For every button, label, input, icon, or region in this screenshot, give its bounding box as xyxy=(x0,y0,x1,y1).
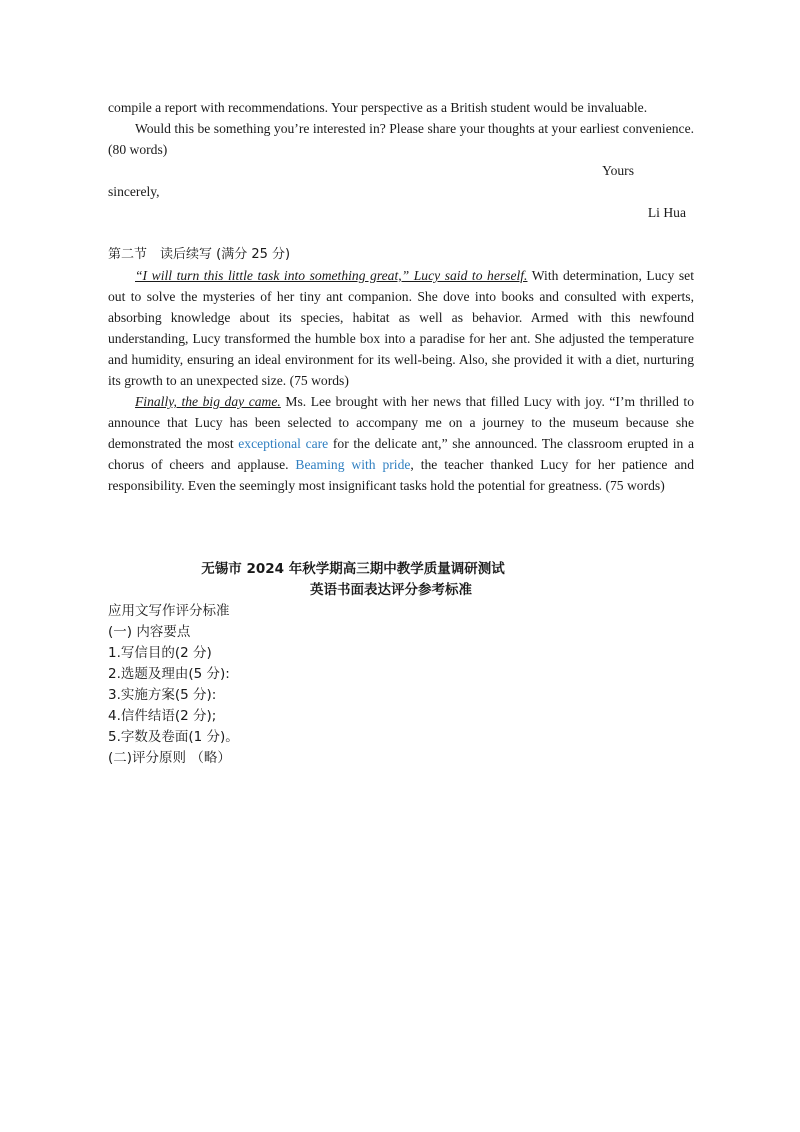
scoring-principles: (二)评分原则 （略） xyxy=(108,750,231,766)
first-sentence: “I will turn this little task into something great,” Lucy said to herself. xyxy=(135,268,528,283)
section-heading: 第二节 读后续写 (满分 25 分) xyxy=(108,247,291,262)
letter-paragraph: compile a report with recommendations. Your perspective as a British student would be invaluable. xyxy=(108,100,648,115)
scoring-title: 无锡市 2024 年秋学期高三期中教学质量调研测试 xyxy=(201,561,505,577)
scoring-item: 5.字数及卷面(1 分)。 xyxy=(108,729,239,745)
scoring-item: 3.实施方案(5 分): xyxy=(108,687,217,703)
section-2 xyxy=(108,244,694,496)
closing-sincerely: sincerely, xyxy=(108,184,160,199)
continuation-paragraph-1 xyxy=(108,265,694,391)
highlight-text: exceptional care xyxy=(238,436,329,451)
letter-paragraph: Would this be something you’re interested in? Please share your thoughts at your earliest convenience. (80 words) xyxy=(108,121,694,157)
scoring-item: 2.选题及理由(5 分): xyxy=(108,666,230,682)
signature: Li Hua xyxy=(647,205,686,220)
scoring-item: 1.写信目的(2 分) xyxy=(108,645,212,661)
first-sentence: Finally, the big day came. xyxy=(135,394,281,409)
scoring-standard xyxy=(108,559,694,769)
scoring-subtitle: 英语书面表达评分参考标准 xyxy=(310,582,472,598)
paragraph-text: , the teacher thanked Lucy for her patience and responsibility. Even the seemingly most insignificant tasks hold the potential for greatness. (75 words) xyxy=(108,457,694,493)
content-points-heading: (一) 内容要点 xyxy=(108,624,191,640)
letter-body xyxy=(108,97,694,223)
paragraph-text: Ms. Lee brought with her news that filled Lucy with joy. “I’m thrilled to announce that Lucy has been selected to accompany me on a journey to the museum because she demonstrated the most xyxy=(108,394,695,451)
continuation-paragraph-2 xyxy=(108,391,694,496)
closing-yours: Yours xyxy=(602,163,634,178)
scoring-item: 4.信件结语(2 分); xyxy=(108,708,217,724)
paragraph-text: for the delicate ant,” she announced. The classroom erupted in a chorus of cheers and applause. xyxy=(108,436,695,472)
paragraph-text: With determination, Lucy set out to solve the mysteries of her tiny ant companion. She dove into books and consulted with experts, absorbing knowledge about its species, habitat as well as behavior. Armed with this newfound understanding, Lucy transformed the humble box into a paradise for her ant. She adjusted the temperature and humidity, ensuring an ideal environment for its well-being. Also, she provided it with a diet, nurturing its growth to an unexpected size. (75 words) xyxy=(108,268,694,388)
highlight-text: Beaming with pride xyxy=(295,457,411,472)
scoring-section-title: 应用文写作评分标准 xyxy=(108,603,230,619)
